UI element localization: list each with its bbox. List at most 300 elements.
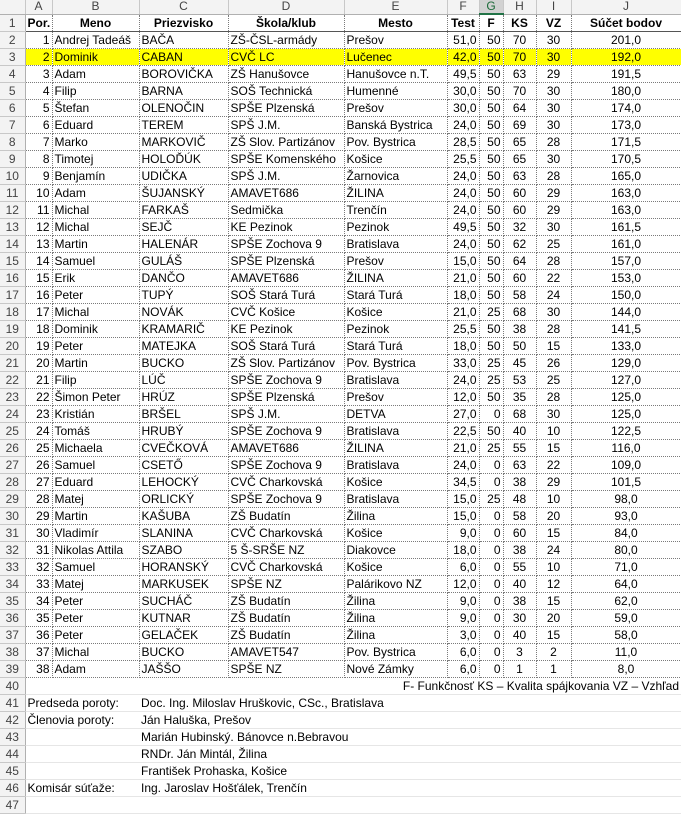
row-header[interactable]: 44 [0,746,25,763]
cell-sucet[interactable]: 11,0 [571,644,681,661]
cell-mesto[interactable]: Košice [344,151,447,168]
cell-vz[interactable]: 29 [536,474,571,491]
row-header[interactable]: 13 [0,219,25,236]
cell-skola[interactable]: SPŠE Plzenská [228,389,344,406]
cell-ks[interactable]: 40 [503,576,536,593]
cell-sucet[interactable]: 64,0 [571,576,681,593]
cell-priezvisko[interactable]: LÚČ [139,372,228,389]
cell-priezvisko[interactable]: BOROVIČKA [139,66,228,83]
cell-sucet[interactable]: 161,0 [571,236,681,253]
cell-test[interactable]: 24,0 [447,236,479,253]
column-header-a[interactable]: A [25,0,52,14]
row-header[interactable]: 47 [0,797,25,814]
cell-f[interactable]: 50 [479,389,503,406]
row-header[interactable]: 41 [0,695,25,712]
cell-skola[interactable]: KE Pezinok [228,219,344,236]
cell-meno[interactable]: Kristián [52,406,139,423]
cell-sucet[interactable]: 125,0 [571,389,681,406]
cell-sucet[interactable]: 201,0 [571,32,681,49]
cell-test[interactable]: 34,5 [447,474,479,491]
cell-ks[interactable]: 70 [503,32,536,49]
cell-skola[interactable]: SPŠE Zochova 9 [228,423,344,440]
row-header[interactable]: 18 [0,304,25,321]
cell-f[interactable]: 0 [479,542,503,559]
cell-vz[interactable]: 24 [536,542,571,559]
cell-sucet[interactable]: 133,0 [571,338,681,355]
header-cell[interactable]: KS [503,14,536,32]
cell-por[interactable]: 16 [25,287,52,304]
cell-f[interactable]: 50 [479,151,503,168]
row-header[interactable]: 30 [0,508,25,525]
cell-skola[interactable]: ZŠ Budatín [228,610,344,627]
cell-skola[interactable]: SPŠ J.M. [228,117,344,134]
cell-ks[interactable]: 70 [503,83,536,100]
cell-por[interactable]: 19 [25,338,52,355]
cell-priezvisko[interactable]: SUCHÁČ [139,593,228,610]
cell-priezvisko[interactable]: TUPÝ [139,287,228,304]
cell-mesto[interactable]: Žilina [344,610,447,627]
row-header[interactable]: 31 [0,525,25,542]
row-header[interactable]: 24 [0,406,25,423]
cell-meno[interactable]: Michaela [52,440,139,457]
cell-por[interactable]: 34 [25,593,52,610]
cell-vz[interactable]: 20 [536,508,571,525]
row-header[interactable]: 46 [0,780,25,797]
jury-value[interactable] [139,797,681,814]
cell-mesto[interactable]: Bratislava [344,491,447,508]
cell-por[interactable]: 5 [25,100,52,117]
cell-mesto[interactable]: Pezinok [344,321,447,338]
cell-sucet[interactable]: 150,0 [571,287,681,304]
cell-priezvisko[interactable]: SLANINA [139,525,228,542]
cell-test[interactable]: 30,0 [447,83,479,100]
legend-text[interactable]: F- Funkčnosť KS – Kvalita spájkovania VZ – Vzhľad [344,678,681,695]
cell-mesto[interactable]: Košice [344,559,447,576]
cell-ks[interactable]: 65 [503,151,536,168]
cell-priezvisko[interactable]: GULÁŠ [139,253,228,270]
cell-por[interactable]: 24 [25,423,52,440]
cell-priezvisko[interactable]: TEREM [139,117,228,134]
jury-value[interactable]: RNDr. Ján Mintál, Žilina [139,746,681,763]
cell-sucet[interactable]: 174,0 [571,100,681,117]
row-header[interactable]: 8 [0,134,25,151]
cell-priezvisko[interactable]: CVEČKOVÁ [139,440,228,457]
cell-priezvisko[interactable]: FARKAŠ [139,202,228,219]
cell-por[interactable]: 9 [25,168,52,185]
cell-por[interactable]: 6 [25,117,52,134]
cell-por[interactable]: 33 [25,576,52,593]
column-header-d[interactable]: D [228,0,344,14]
cell-test[interactable]: 9,0 [447,593,479,610]
row-header[interactable]: 14 [0,236,25,253]
cell-sucet[interactable]: 58,0 [571,627,681,644]
cell-f[interactable]: 50 [479,66,503,83]
row-header[interactable]: 2 [0,32,25,49]
column-header-c[interactable]: C [139,0,228,14]
cell-f[interactable]: 50 [479,202,503,219]
cell-priezvisko[interactable]: KAŠUBA [139,508,228,525]
cell-f[interactable]: 50 [479,287,503,304]
cell-f[interactable]: 50 [479,236,503,253]
cell-meno[interactable]: Martin [52,236,139,253]
cell-por[interactable]: 12 [25,219,52,236]
cell-ks[interactable]: 38 [503,593,536,610]
cell-ks[interactable]: 63 [503,168,536,185]
cell-meno[interactable]: Erik [52,270,139,287]
cell-priezvisko[interactable]: SZABO [139,542,228,559]
cell-sucet[interactable]: 8,0 [571,661,681,678]
jury-value[interactable]: Ing. Jaroslav Hošťálek, Trenčín [139,780,681,797]
cell-priezvisko[interactable]: DANČO [139,270,228,287]
jury-label[interactable] [25,763,139,780]
cell-vz[interactable]: 28 [536,389,571,406]
cell-vz[interactable]: 15 [536,338,571,355]
cell-f[interactable]: 0 [479,610,503,627]
cell-ks[interactable]: 45 [503,355,536,372]
cell-vz[interactable]: 30 [536,219,571,236]
cell-f[interactable]: 50 [479,321,503,338]
cell-vz[interactable]: 22 [536,457,571,474]
cell-mesto[interactable]: Trenčín [344,202,447,219]
cell-meno[interactable]: Michal [52,202,139,219]
cell-por[interactable]: 18 [25,321,52,338]
cell-sucet[interactable]: 173,0 [571,117,681,134]
cell-priezvisko[interactable]: MATEJKA [139,338,228,355]
cell-por[interactable]: 35 [25,610,52,627]
cell-test[interactable]: 33,0 [447,355,479,372]
cell-skola[interactable]: SPŠE NZ [228,576,344,593]
cell-f[interactable]: 25 [479,440,503,457]
cell-mesto[interactable]: Bratislava [344,372,447,389]
cell-vz[interactable]: 30 [536,49,571,66]
column-header-g[interactable]: G [479,0,503,14]
cell-test[interactable]: 9,0 [447,525,479,542]
row-header[interactable]: 45 [0,763,25,780]
cell-f[interactable]: 50 [479,49,503,66]
cell-skola[interactable]: ZŠ Budatín [228,593,344,610]
header-cell[interactable]: F [479,14,503,32]
cell-ks[interactable]: 60 [503,202,536,219]
cell-por[interactable]: 7 [25,134,52,151]
cell-mesto[interactable]: Stará Turá [344,287,447,304]
cell-mesto[interactable]: Žarnovica [344,168,447,185]
cell-por[interactable]: 8 [25,151,52,168]
cell-priezvisko[interactable]: ORLICKÝ [139,491,228,508]
cell-f[interactable]: 50 [479,168,503,185]
row-header[interactable]: 4 [0,66,25,83]
cell-f[interactable]: 0 [479,661,503,678]
cell-ks[interactable]: 64 [503,253,536,270]
cell-por[interactable]: 27 [25,474,52,491]
cell-vz[interactable]: 28 [536,134,571,151]
cell-skola[interactable]: 5 Š-SRŠE NZ [228,542,344,559]
cell-mesto[interactable]: Prešov [344,32,447,49]
cell-vz[interactable]: 10 [536,559,571,576]
jury-label[interactable]: Predseda poroty: [25,695,139,712]
cell-mesto[interactable]: Bratislava [344,457,447,474]
cell-ks[interactable]: 63 [503,66,536,83]
cell-test[interactable]: 27,0 [447,406,479,423]
cell-skola[interactable]: AMAVET686 [228,185,344,202]
cell-meno[interactable]: Eduard [52,117,139,134]
cell-sucet[interactable]: 127,0 [571,372,681,389]
cell-por[interactable]: 14 [25,253,52,270]
cell-sucet[interactable]: 93,0 [571,508,681,525]
jury-value[interactable]: Doc. Ing. Miloslav Hruškovic, CSc., Bratislava [139,695,681,712]
jury-value[interactable]: Marián Hubinský. Bánovce n.Bebravou [139,729,681,746]
row-header[interactable]: 39 [0,661,25,678]
cell-priezvisko[interactable]: UDIČKA [139,168,228,185]
cell-vz[interactable]: 28 [536,321,571,338]
column-header-e[interactable]: E [344,0,447,14]
cell-f[interactable]: 50 [479,32,503,49]
cell-skola[interactable]: Sedmička [228,202,344,219]
cell-meno[interactable]: Michal [52,219,139,236]
cell-test[interactable]: 3,0 [447,627,479,644]
cell-meno[interactable]: Dominik [52,321,139,338]
cell-priezvisko[interactable]: HALENÁR [139,236,228,253]
cell-por[interactable]: 21 [25,372,52,389]
cell-test[interactable]: 15,0 [447,253,479,270]
cell-por[interactable]: 13 [25,236,52,253]
cell-sucet[interactable]: 161,5 [571,219,681,236]
cell-test[interactable]: 22,5 [447,423,479,440]
row-header[interactable]: 5 [0,83,25,100]
cell-mesto[interactable]: Banská Bystrica [344,117,447,134]
cell-f[interactable]: 0 [479,406,503,423]
cell-mesto[interactable]: Bratislava [344,236,447,253]
cell-test[interactable]: 24,0 [447,168,479,185]
header-cell[interactable]: Meno [52,14,139,32]
cell-ks[interactable]: 38 [503,474,536,491]
cell-ks[interactable]: 65 [503,134,536,151]
column-header-j[interactable]: J [571,0,681,14]
cell-f[interactable]: 50 [479,134,503,151]
cell-por[interactable]: 15 [25,270,52,287]
cell-f[interactable]: 50 [479,219,503,236]
cell-mesto[interactable]: Pov. Bystrica [344,134,447,151]
cell-meno[interactable]: Marko [52,134,139,151]
cell-sucet[interactable]: 192,0 [571,49,681,66]
row-header[interactable]: 17 [0,287,25,304]
row-header[interactable]: 10 [0,168,25,185]
cell-vz[interactable]: 1 [536,661,571,678]
cell-meno[interactable]: Michal [52,644,139,661]
cell-skola[interactable]: ZŠ Budatín [228,508,344,525]
cell-sucet[interactable]: 80,0 [571,542,681,559]
cell-meno[interactable]: Peter [52,338,139,355]
cell-test[interactable]: 12,0 [447,389,479,406]
cell-por[interactable]: 10 [25,185,52,202]
cell-f[interactable]: 0 [479,474,503,491]
column-header-i[interactable]: I [536,0,571,14]
cell-priezvisko[interactable]: MARKUSEK [139,576,228,593]
cell-ks[interactable]: 50 [503,338,536,355]
cell-ks[interactable]: 55 [503,440,536,457]
cell-por[interactable]: 2 [25,49,52,66]
cell-test[interactable]: 21,0 [447,304,479,321]
cell-mesto[interactable]: Prešov [344,389,447,406]
cell-f[interactable]: 50 [479,83,503,100]
cell-vz[interactable]: 2 [536,644,571,661]
header-cell[interactable]: Priezvisko [139,14,228,32]
cell-f[interactable]: 50 [479,253,503,270]
cell-sucet[interactable]: 157,0 [571,253,681,270]
jury-value[interactable]: František Prohaska, Košice [139,763,681,780]
cell-skola[interactable]: CVČ Charkovská [228,525,344,542]
cell-ks[interactable]: 58 [503,287,536,304]
row-header[interactable]: 1 [0,14,25,32]
cell-skola[interactable]: KE Pezinok [228,321,344,338]
cell-ks[interactable]: 58 [503,508,536,525]
cell-test[interactable]: 9,0 [447,610,479,627]
cell-por[interactable]: 1 [25,32,52,49]
cell-skola[interactable]: ZŠ-ČSL-armády [228,32,344,49]
cell-test[interactable]: 28,5 [447,134,479,151]
cell-ks[interactable]: 62 [503,236,536,253]
cell-meno[interactable]: Adam [52,185,139,202]
cell-test[interactable]: 6,0 [447,661,479,678]
cell-meno[interactable]: Nikolas Attila [52,542,139,559]
column-header-f[interactable]: F [447,0,479,14]
cell-meno[interactable]: Matej [52,576,139,593]
cell-sucet[interactable]: 191,5 [571,66,681,83]
cell-mesto[interactable]: Pov. Bystrica [344,644,447,661]
cell-priezvisko[interactable]: BUCKO [139,644,228,661]
row-header[interactable]: 38 [0,644,25,661]
cell-por[interactable]: 25 [25,440,52,457]
row-header[interactable]: 23 [0,389,25,406]
row-header[interactable]: 29 [0,491,25,508]
cell-priezvisko[interactable]: CABAN [139,49,228,66]
cell-test[interactable]: 18,0 [447,338,479,355]
cell-vz[interactable]: 20 [536,610,571,627]
cell-f[interactable]: 50 [479,100,503,117]
cell-meno[interactable]: Filip [52,83,139,100]
cell-vz[interactable]: 29 [536,66,571,83]
cell-ks[interactable]: 3 [503,644,536,661]
jury-label[interactable]: Komisár súťaže: [25,780,139,797]
cell-vz[interactable]: 10 [536,491,571,508]
cell-por[interactable]: 37 [25,644,52,661]
cell-vz[interactable]: 30 [536,406,571,423]
cell-vz[interactable]: 24 [536,287,571,304]
cell-priezvisko[interactable]: BUCKO [139,355,228,372]
cell-por[interactable]: 20 [25,355,52,372]
cell-vz[interactable]: 28 [536,168,571,185]
cell-test[interactable]: 42,0 [447,49,479,66]
row-header[interactable]: 21 [0,355,25,372]
cell-priezvisko[interactable]: ŠUJANSKÝ [139,185,228,202]
cell-meno[interactable]: Samuel [52,559,139,576]
cell-mesto[interactable]: Hanušovce n.T. [344,66,447,83]
cell-skola[interactable]: SPŠE Zochova 9 [228,372,344,389]
row-header[interactable]: 6 [0,100,25,117]
cell-por[interactable]: 31 [25,542,52,559]
cell-test[interactable]: 12,0 [447,576,479,593]
cell-test[interactable]: 49,5 [447,66,479,83]
cell-f[interactable]: 0 [479,593,503,610]
cell-test[interactable]: 25,5 [447,321,479,338]
cell-priezvisko[interactable]: BAČA [139,32,228,49]
cell-ks[interactable]: 30 [503,610,536,627]
cell-vz[interactable]: 15 [536,627,571,644]
cell-skola[interactable]: SPŠE Zochova 9 [228,236,344,253]
cell-vz[interactable]: 30 [536,32,571,49]
cell-meno[interactable]: Peter [52,593,139,610]
cell-priezvisko[interactable]: KRAMARIČ [139,321,228,338]
cell-test[interactable]: 24,0 [447,117,479,134]
cell-priezvisko[interactable]: BARNA [139,83,228,100]
row-header[interactable]: 26 [0,440,25,457]
header-cell[interactable]: VZ [536,14,571,32]
cell-test[interactable]: 25,5 [447,151,479,168]
jury-label[interactable]: Členovia poroty: [25,712,139,729]
cell-ks[interactable]: 40 [503,423,536,440]
cell-ks[interactable]: 40 [503,627,536,644]
row-header[interactable]: 35 [0,593,25,610]
cell-meno[interactable]: Dominik [52,49,139,66]
cell-vz[interactable]: 29 [536,202,571,219]
cell-test[interactable]: 15,0 [447,491,479,508]
cell-test[interactable]: 30,0 [447,100,479,117]
cell-ks[interactable]: 55 [503,559,536,576]
cell-f[interactable]: 25 [479,491,503,508]
cell-meno[interactable]: Filip [52,372,139,389]
cell-skola[interactable]: SPŠE Plzenská [228,253,344,270]
row-header[interactable]: 15 [0,253,25,270]
cell-por[interactable]: 22 [25,389,52,406]
cell-meno[interactable]: Andrej Tadeáš [52,32,139,49]
cell-ks[interactable]: 38 [503,542,536,559]
cell-priezvisko[interactable]: MARKOVIČ [139,134,228,151]
cell-vz[interactable]: 30 [536,304,571,321]
cell-vz[interactable]: 30 [536,100,571,117]
cell-meno[interactable]: Adam [52,661,139,678]
cell-sucet[interactable]: 59,0 [571,610,681,627]
cell-ks[interactable]: 68 [503,304,536,321]
cell-vz[interactable]: 10 [536,423,571,440]
cell-meno[interactable]: Tomáš [52,423,139,440]
cell-meno[interactable]: Adam [52,66,139,83]
cell-meno[interactable]: Peter [52,610,139,627]
cell-por[interactable]: 23 [25,406,52,423]
row-header[interactable]: 25 [0,423,25,440]
cell-sucet[interactable]: 144,0 [571,304,681,321]
cell-priezvisko[interactable]: BRŠEL [139,406,228,423]
cell-skola[interactable]: ZŠ Slov. Partizánov [228,355,344,372]
row-header[interactable]: 43 [0,729,25,746]
cell-f[interactable]: 25 [479,372,503,389]
cell-sucet[interactable]: 84,0 [571,525,681,542]
cell-sucet[interactable]: 129,0 [571,355,681,372]
cell-meno[interactable]: Vladimír [52,525,139,542]
cell-sucet[interactable]: 101,5 [571,474,681,491]
cell-skola[interactable]: AMAVET686 [228,440,344,457]
cell-ks[interactable]: 38 [503,321,536,338]
cell-vz[interactable]: 22 [536,270,571,287]
cell-skola[interactable]: SPŠ J.M. [228,406,344,423]
cell-test[interactable]: 6,0 [447,644,479,661]
row-header[interactable]: 28 [0,474,25,491]
row-header[interactable]: 37 [0,627,25,644]
cell-por[interactable]: 17 [25,304,52,321]
cell-ks[interactable]: 60 [503,185,536,202]
cell-skola[interactable]: SOŠ Technická [228,83,344,100]
cell-ks[interactable]: 69 [503,117,536,134]
cell-ks[interactable]: 48 [503,491,536,508]
cell-sucet[interactable]: 116,0 [571,440,681,457]
